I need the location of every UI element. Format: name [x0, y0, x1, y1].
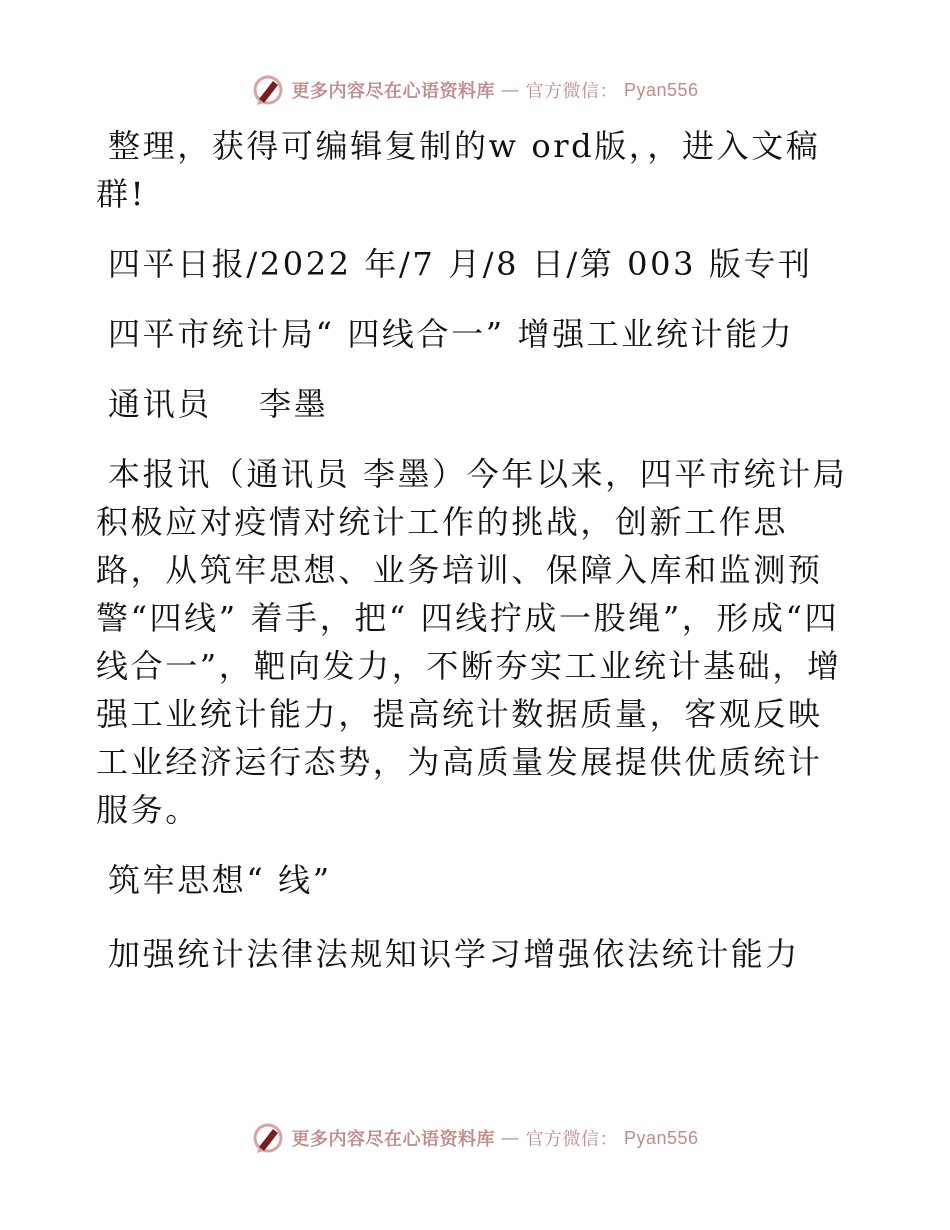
intro-line-2: 群! — [96, 175, 147, 213]
watermark-wechat-id: Pyan556 — [623, 79, 699, 100]
byline: 通讯员 李墨 — [108, 385, 329, 423]
intro-line-1: 整理，获得可编辑复制的w ord版，，进入文稿 — [108, 127, 821, 165]
footer-watermark — [0, 1118, 950, 1158]
body-paragraph: 本报讯（通讯员 李墨）今年以来，四平市统计局积极应对疫情对统计工作的挑战，创新工作思路，从筑牢思想、业务培训、保障入库和监测预警“四线” 着手，把“ 四线拧成一股绳”，形成“四线合一”，靶向发力，不断夯实工业统计基础，增强工业统计能力，提高统计数据质量，客观反映工业经济运行态势，为高质量发展提供优质统计服务。 — [96, 455, 848, 829]
section-heading: 筑牢思想“ 线” — [108, 861, 332, 899]
watermark-separator: — — [500, 1127, 520, 1149]
pen-logo-icon — [251, 1121, 285, 1155]
watermark-main-text: 更多内容尽在心语资料库 — [291, 1129, 495, 1150]
watermark-main-text: 更多内容尽在心语资料库 — [291, 81, 495, 102]
watermark-wechat-id: Pyan556 — [623, 1127, 699, 1148]
pen-logo-icon — [251, 73, 285, 107]
header-watermark — [0, 70, 950, 110]
watermark-wechat-label: 官方微信： — [525, 1129, 618, 1150]
subheading: 加强统计法律法规知识学习增强依法统计能力 — [108, 935, 801, 973]
watermark-wechat-label: 官方微信： — [525, 81, 618, 102]
headline: 四平市统计局“ 四线合一” 增强工业统计能力 — [108, 315, 795, 353]
document-content — [96, 122, 856, 978]
watermark-separator: — — [500, 79, 520, 101]
source-line: 四平日报/2022 年/7 月/8 日/第 003 版专刊 — [108, 245, 813, 283]
